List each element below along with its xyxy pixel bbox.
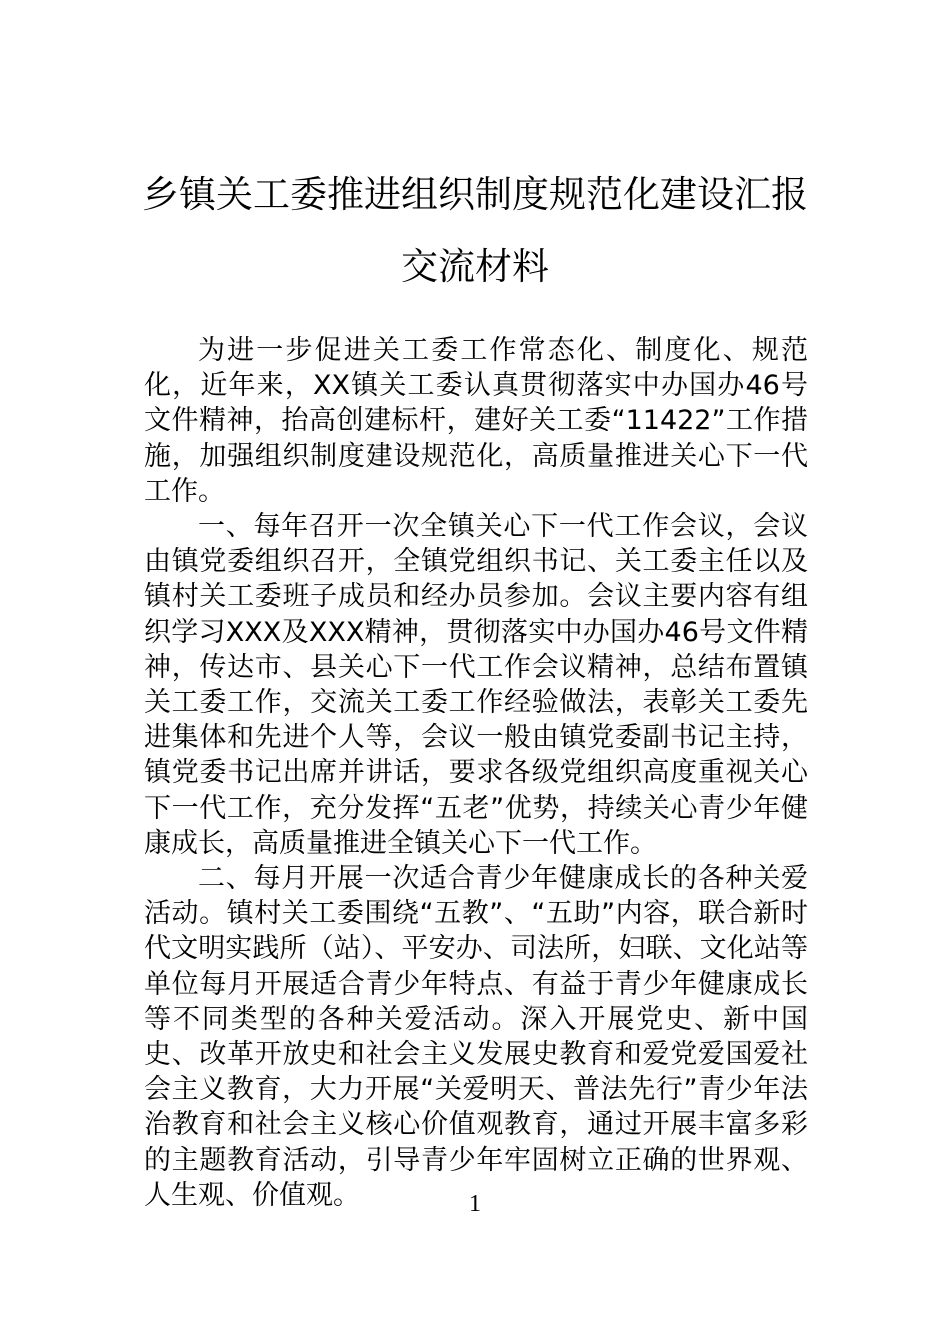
paragraph-section-two: 二、每月开展一次适合青少年健康成长的各种关爱活动。镇村关工委围绕“五教”、“五助”内容，联合新时代文明实践所（站）、平安办、司法所，妇联、文化站等单位每月开展适合青少年特点、有益于青少年健康成长等不同类型的各种关爱活动。深入开展党史、新中国史、改革开放史和社会主义发展史教育和爱党爱国爱社会主义教育，大力开展“关爱明天、普法先行”青少年法治教育和社会主义核心价值观教育，通过开展丰富多彩的主题教育活动，引导青少年牢固树立正确的世界观、人生观、价值观。 bbox=[144, 863, 808, 1211]
document-title-line-1: 乡镇关工委推进组织制度规范化建设汇报 bbox=[142, 173, 808, 216]
paragraph-section-one: 一、每年召开一次全镇关心下一代工作会议，会议由镇党委组织召开，全镇党组织书记、关工委主任以及镇村关工委班子成员和经办员参加。会议主要内容有组织学习XXX及XXX精神，贯彻落实中办国办46号文件精神，传达市、县关心下一代工作会议精神，总结布置镇关工委工作，交流关工委工作经验做法，表彰关工委先进集体和先进个人等，会议一般由镇党委副书记主持，镇党委书记出席并讲话，要求各级党组织高度重视关心下一代工作，充分发挥“五老”优势，持续关心青少年健康成长，高质量推进全镇关心下一代工作。 bbox=[144, 511, 808, 859]
document-body bbox=[144, 333, 808, 1213]
document-title-line-2: 交流材料 bbox=[401, 245, 549, 288]
paragraph-intro: 为进一步促进关工委工作常态化、制度化、规范化，近年来，XX镇关工委认真贯彻落实中办国办46号文件精神，抬高创建标杆，建好关工委“11422”工作措施，加强组织制度建设规范化，高质量推进关心下一代工作。 bbox=[144, 335, 808, 507]
page-number: 1 bbox=[469, 1191, 481, 1217]
